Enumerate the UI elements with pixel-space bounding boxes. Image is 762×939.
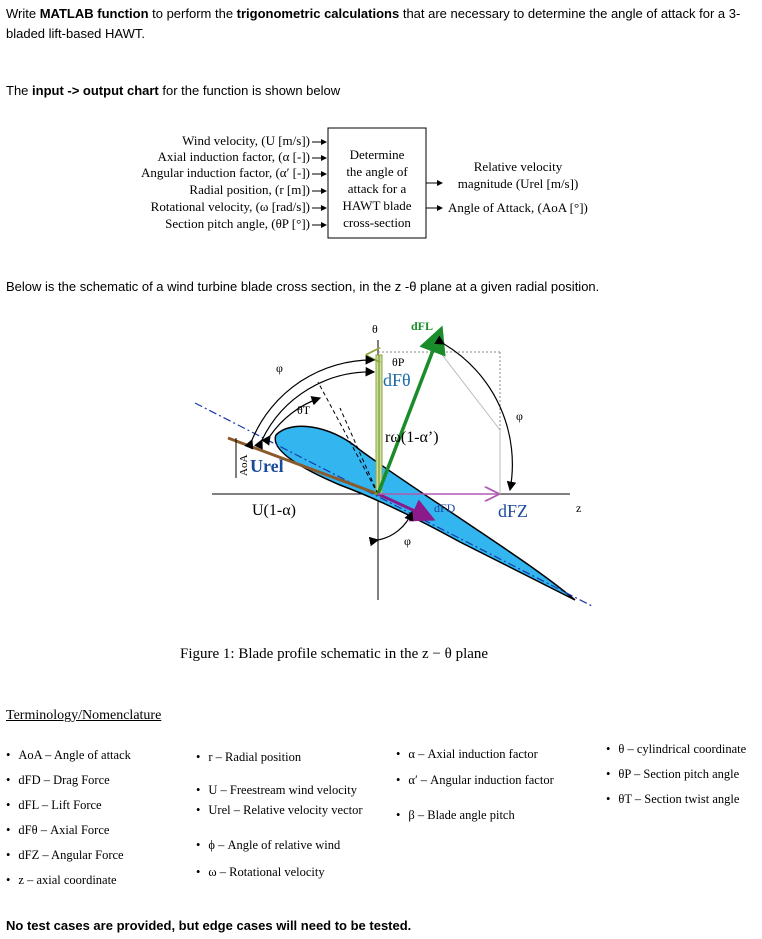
text: to perform the [148, 6, 237, 21]
label-romega: rω(1-α’) [385, 429, 439, 446]
term-item: • α – Axial induction factor [396, 747, 538, 762]
input-pitch-angle: Section pitch angle, (θP [°]) [165, 216, 310, 231]
output-relative-velocity [444, 158, 592, 192]
term-item: • Urel – Relative velocity vector [196, 803, 363, 818]
label-z: z [576, 501, 582, 515]
lift-vector [378, 332, 440, 494]
closing-note: No test cases are provided, but edge cases will need to be tested. [6, 918, 412, 933]
term-item: • β – Blade angle pitch [396, 808, 515, 823]
term-item: • θT – Section twist angle [606, 792, 739, 807]
output-line: Relative velocity [473, 159, 563, 174]
text-bold: trigonometric calculations [236, 6, 400, 21]
box-line: the angle of [346, 164, 408, 179]
schematic-intro: Below is the schematic of a wind turbine blade cross section, in the z -θ plane at a given radial position. [6, 279, 600, 294]
term-item: • ω – Rotational velocity [196, 865, 325, 880]
term-item: • α′ – Angular induction factor [396, 773, 554, 788]
label-dfz: dFZ [498, 501, 529, 521]
box-line: attack for a [347, 181, 407, 196]
text: The [6, 83, 33, 98]
figure-caption: Figure 1: Blade profile schematic in the z − θ plane [180, 646, 489, 662]
airfoil [275, 426, 575, 600]
label-dfl: dFL [411, 319, 434, 333]
label-phi-right: φ [516, 409, 523, 423]
text-bold: input -> output chart [32, 83, 159, 98]
term-item: • z – axial coordinate [6, 873, 117, 888]
label-thetat: θT [297, 403, 311, 417]
text: for the function is shown below [158, 83, 341, 98]
process-box-text [330, 146, 424, 231]
text-bold: MATLAB function [39, 6, 149, 21]
term-item: • θ – cylindrical coordinate [606, 742, 746, 757]
label-thetap: θP [392, 355, 405, 369]
terminology-title: Terminology/Nomenclature [6, 708, 162, 723]
text: Write [6, 6, 40, 21]
term-item: • dFL – Lift Force [6, 798, 102, 813]
label-theta: θ [372, 322, 378, 336]
term-item: • θP – Section pitch angle [606, 767, 739, 782]
box-line: Determine [349, 147, 405, 162]
input-radial-position: Radial position, (r [m]) [189, 182, 310, 197]
text: that are necessary to determine the angle of attack for a 3-bladed lift-based HAWT. [6, 6, 741, 41]
label-dftheta: dFθ [383, 370, 411, 390]
term-item: • dFD – Drag Force [6, 773, 110, 788]
label-dfd: dFD [434, 501, 456, 515]
term-item: • U – Freestream wind velocity [196, 783, 357, 798]
label-aoa: AoA [238, 454, 250, 476]
box-line: cross-section [343, 215, 411, 230]
input-rotational-velocity: Rotational velocity, (ω [rad/s]) [150, 199, 310, 214]
output-angle-of-attack: Angle of Attack, (AoA [°]) [448, 200, 588, 215]
label-u1a: U(1-α) [252, 502, 296, 519]
blade-schematic [0, 300, 762, 640]
label-phi-top: φ [276, 361, 283, 375]
input-angular-induction: Angular induction factor, (α′ [-]) [140, 165, 310, 180]
term-item: • r – Radial position [196, 750, 301, 765]
input-wind-velocity: Wind velocity, (U [m/s]) [182, 133, 310, 148]
box-line: HAWT blade [342, 198, 412, 213]
term-item: • dFθ – Axial Force [6, 823, 109, 838]
label-urel: Urel [250, 456, 284, 476]
output-line: magnitude (Urel [m/s]) [457, 176, 579, 191]
term-item: • AoA – Angle of attack [6, 748, 131, 763]
label-phi-bottom: φ [404, 534, 411, 548]
term-item: • ϕ – Angle of relative wind [196, 838, 340, 853]
input-axial-induction: Axial induction factor, (α [-]) [157, 149, 310, 164]
term-item: • dFZ – Angular Force [6, 848, 124, 863]
